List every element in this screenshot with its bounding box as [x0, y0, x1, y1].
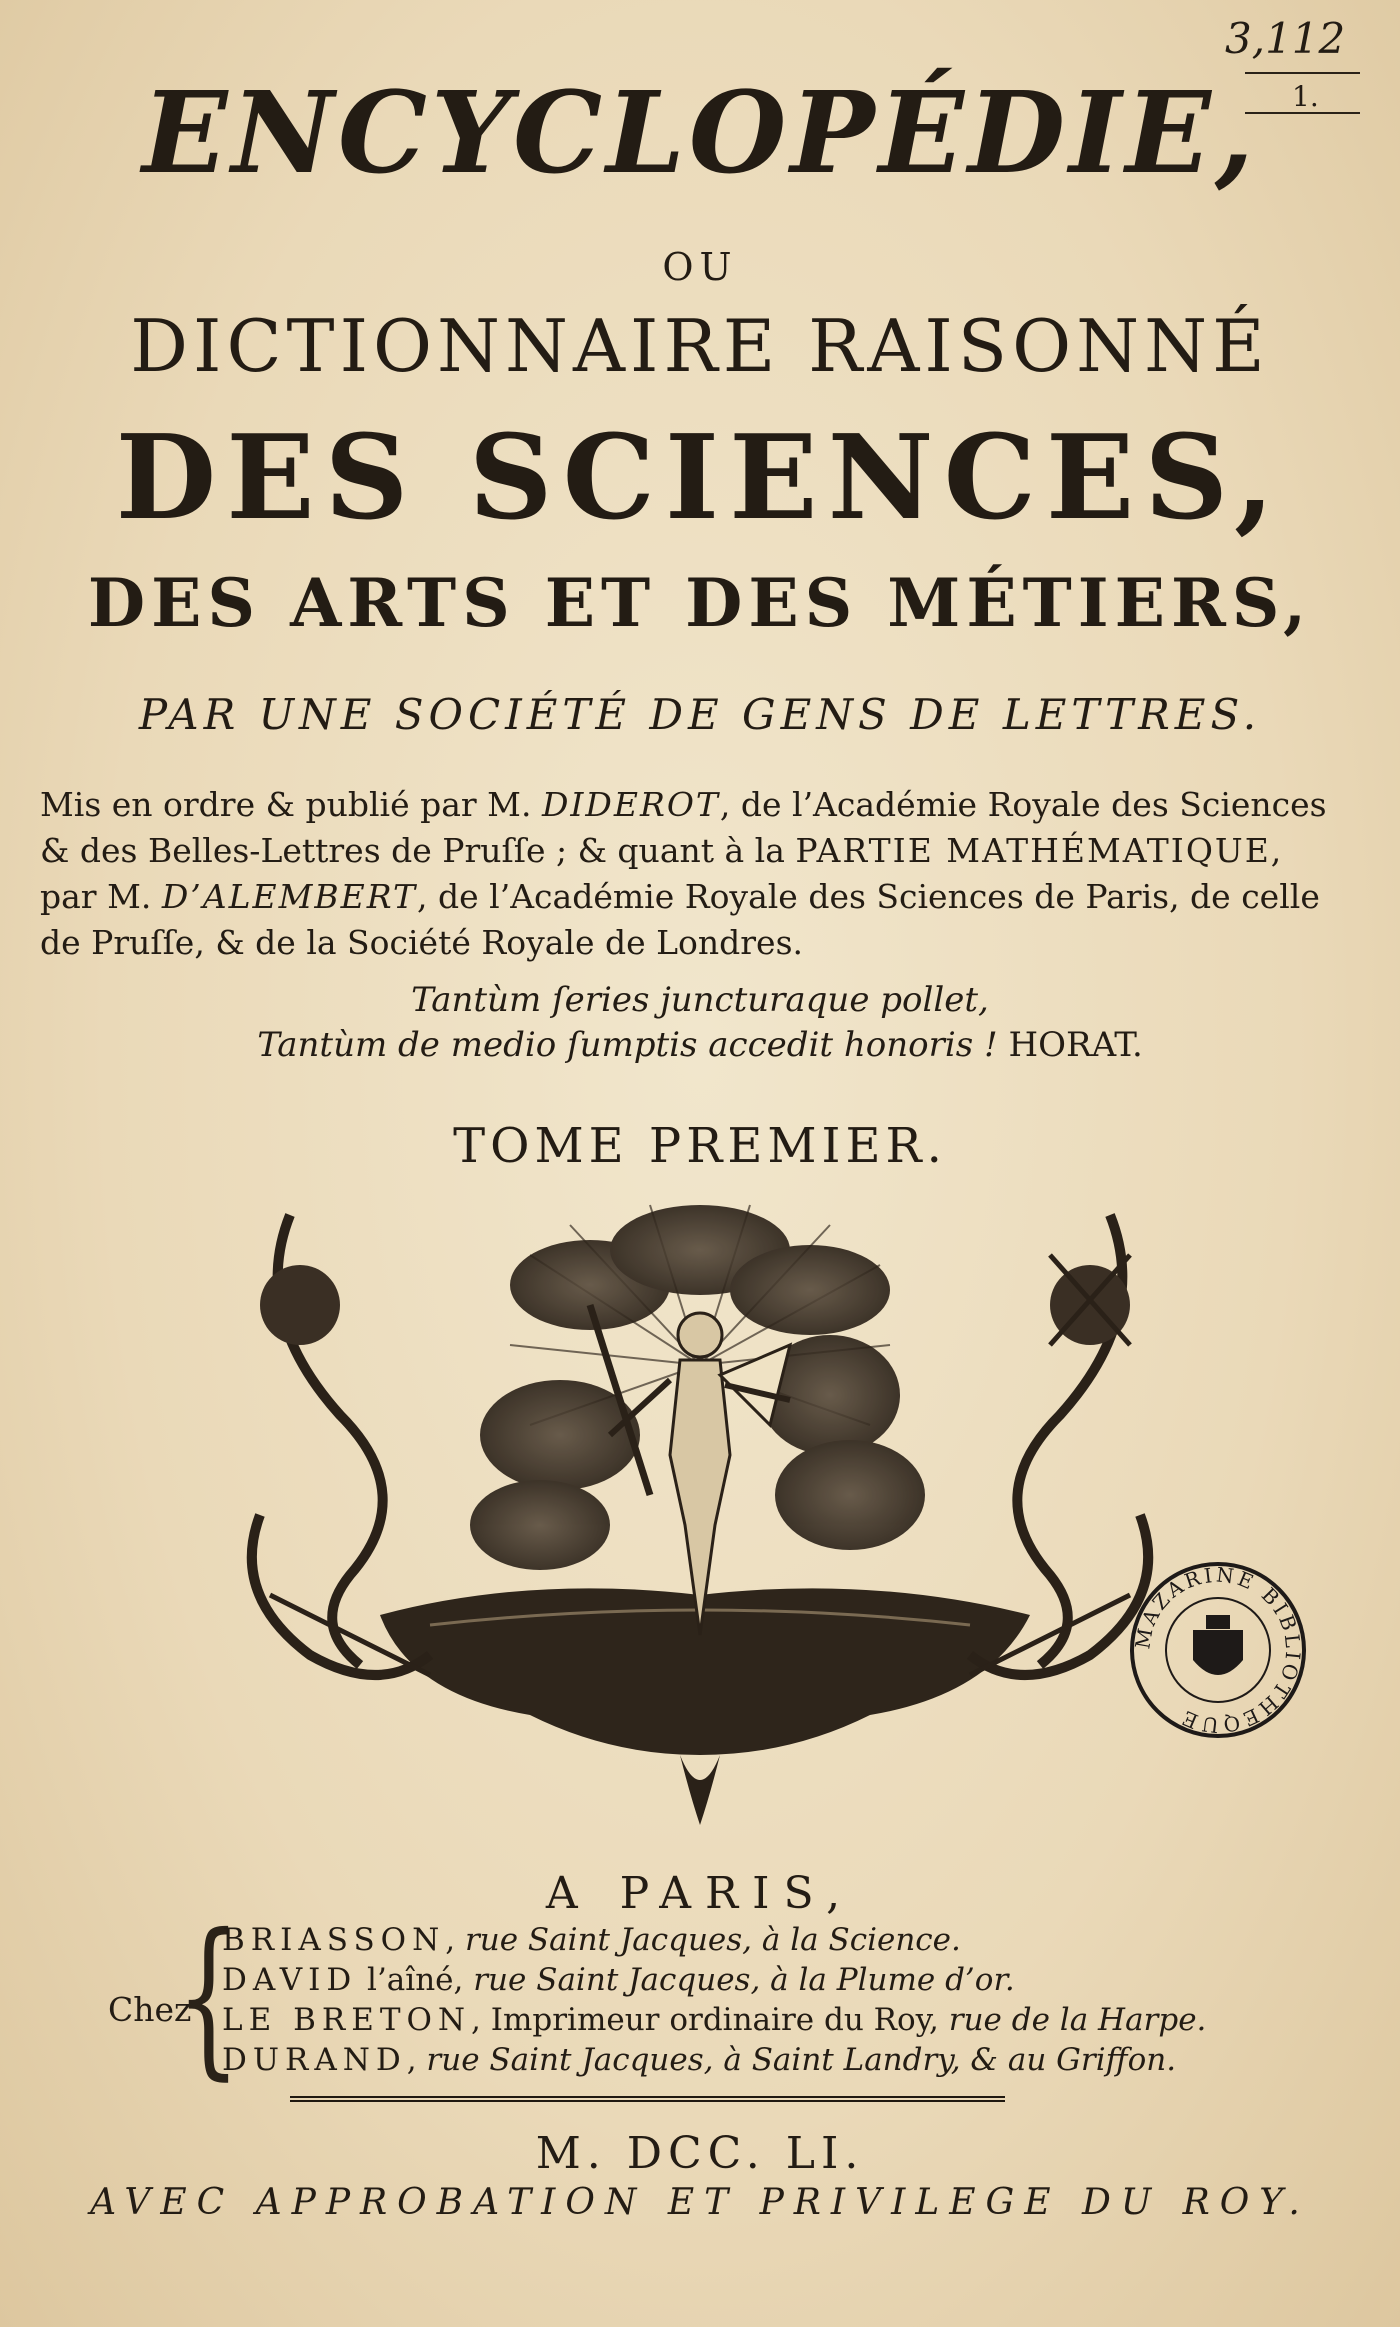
publisher-line [222, 2002, 1206, 2038]
motto-line-2 [0, 1025, 1400, 1065]
editors-text-4: , de l’Académie Royale des Sciences de Paris, de celle de Pruſſe, & de la Société Royale de Londres. [40, 877, 1320, 962]
editors-paragraph [40, 782, 1330, 966]
motto-author: HORAT. [1008, 1025, 1143, 1065]
place-of-publication: A PARIS, [545, 1868, 855, 1919]
society-line: PAR UNE SOCIÉTÉ DE GENS DE LETTRES. [138, 690, 1262, 739]
publisher-address: rue de la Harpe. [948, 2002, 1207, 2038]
shelfmark-volume: 1. [1292, 80, 1319, 113]
partie-mathematique: PARTIE MATHÉMATIQUE [795, 831, 1271, 870]
publisher-sep: , Imprimeur ordinaire du Roy, [471, 2002, 949, 2038]
engraved-allegorical-vignette-icon [230, 1195, 1170, 1835]
publisher-address: rue Saint Jacques, à Saint Landry, & au Griffon. [426, 2042, 1177, 2078]
publishers-brace: { [176, 1898, 241, 2096]
motto-line-2-text: Tantùm de medio ſumptis accedit honoris ! [257, 1025, 998, 1065]
approbation-line: AVEC APPROBATION ET PRIVILEGE DU ROY. [90, 2182, 1310, 2223]
publisher-name: BRIASSON [222, 1922, 446, 1958]
editor-dalembert: D’ALEMBERT [161, 877, 418, 916]
title-line-sciences: DES SCIENCES, [115, 410, 1285, 546]
publisher-line [222, 2042, 1176, 2078]
title-line-arts: DES ARTS ET DES MÉTIERS, [87, 564, 1313, 642]
stamp-text: MAZARINE BIBLIOTHEQUE [1130, 1562, 1306, 1738]
title-line-dictionnaire: DICTIONNAIRE RAISONNÉ [130, 304, 1270, 388]
publisher-address: rue Saint Jacques, à la Science. [464, 1922, 961, 1958]
publisher-sep: , [406, 2042, 427, 2078]
publisher-address: rue Saint Jacques, à la Plume d’or. [473, 1962, 1015, 1998]
main-title: ENCYCLOPÉDIE, [142, 68, 1258, 199]
publisher-name: DAVID [222, 1962, 358, 1998]
editors-text-2: , de l’Académie Royale des Sciences & des Belles-Lettres de Pruſſe ; & quant à la [40, 785, 1327, 870]
chez-label: Chez [108, 1990, 192, 2029]
editor-diderot: DIDEROT [541, 785, 720, 824]
publisher-sep: l’aîné, [357, 1962, 474, 1998]
motto-line-1: Tantùm ſeries juncturaque pollet, [411, 980, 989, 1020]
library-stamp-icon [1128, 1560, 1308, 1740]
editors-text-3: , par M. [40, 831, 1282, 916]
double-rule-divider [290, 2096, 1005, 2104]
tome-label: TOME PREMIER. [453, 1118, 947, 1174]
editors-text-1: Mis en ordre & publié par M. [40, 785, 542, 824]
publisher-name: DURAND [222, 2042, 407, 2078]
publication-date: M. DCC. LI. [535, 2128, 865, 2179]
publisher-line [222, 1922, 961, 1958]
publisher-line [222, 1962, 1015, 1998]
publisher-sep: , [445, 1922, 465, 1958]
title-ou: OU [662, 245, 738, 289]
publisher-name: LE BRETON [222, 2002, 472, 2038]
shelfmark-rule [1245, 72, 1360, 74]
shelfmark-number: 3,112 [1225, 14, 1346, 63]
